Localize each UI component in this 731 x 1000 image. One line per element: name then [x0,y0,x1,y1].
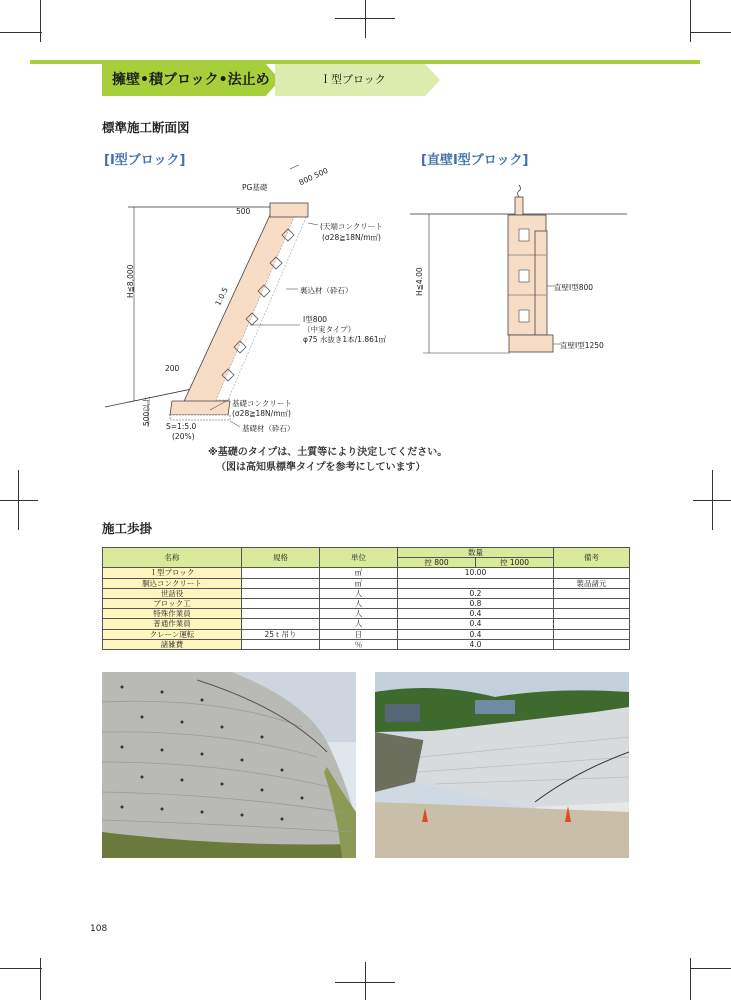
label-urakomi: 裏込材（砕石） [300,286,353,295]
table-row [103,588,630,598]
diagram-title-right: [直壁I型ブロック] [421,153,529,168]
cell-qty: 0.4 [398,609,554,619]
table-row [103,568,630,578]
page-number: 108 [90,924,108,934]
label-dim-500-up: 500以上 [142,396,151,426]
cell-spec [242,619,320,629]
cell-note [554,598,630,608]
label-right-height: H≦4.00 [415,267,424,296]
header-product: Ｉ型ブロック [320,73,386,86]
cell-name: Ｉ型ブロック [103,568,242,578]
label-height: H≦8,000 [126,264,135,298]
label-block-type: （中実タイプ） [303,325,356,334]
cell-qty: 4.0 [398,639,554,649]
cell-spec [242,598,320,608]
cell-spec [242,588,320,598]
cell-spec [242,568,320,578]
cell-name: 諸雑費 [103,639,242,649]
table-row [103,578,630,588]
cell-spec [242,609,320,619]
cell-qty: 0.8 [398,598,554,608]
cell-note [554,639,630,649]
photo-straight-wall [375,672,629,858]
col-header-spec: 規格 [242,548,320,568]
label-block-800: 直壁I型800 [554,283,594,292]
cell-name: 世話役 [103,588,242,598]
cell-note [554,588,630,598]
cell-unit: 人 [320,619,398,629]
cell-name: 胴込コンクリート [103,578,242,588]
cell-name: 特殊作業員 [103,609,242,619]
table-row [103,609,630,619]
label-kiso-strength: (σ28≧18N/m㎡) [232,409,291,418]
col-header-qty-1000: 控 1000 [476,558,554,568]
section-title-labor: 施工歩掛 [102,521,153,536]
cell-unit: 日 [320,629,398,639]
label-block-name: I型800 [303,315,328,324]
photo-curved-wall [102,672,356,858]
straight-wall-section-diagram [405,185,630,365]
table-row [103,598,630,608]
col-header-qty-800: 控 800 [398,558,476,568]
labor-table [102,547,630,650]
label-base-pct: (20%) [172,432,195,441]
note-line-1: ※基礎のタイプは、土質等により決定してください。 [208,447,448,458]
cell-name: 普通作業員 [103,619,242,629]
cell-note [554,568,630,578]
cell-name: ブロック工 [103,598,242,608]
label-kiso-zai: 基礎材（砕石） [242,424,295,433]
cell-unit: ㎥ [320,578,398,588]
label-tenba: (天端コンクリート [320,222,383,231]
cell-note [554,629,630,639]
cell-unit: 人 [320,588,398,598]
col-header-qty: 数量 [398,548,554,558]
note-line-2: （図は高知県標準タイプを参考にしています） [216,462,426,473]
table-row [103,619,630,629]
table-row [103,629,630,639]
cell-unit: ％ [320,639,398,649]
cell-qty [398,578,554,588]
cell-spec: 25ｔ吊り [242,629,320,639]
col-header-unit: 単位 [320,548,398,568]
label-pg-kiso: PG基礎 [242,183,268,192]
table-row [103,639,630,649]
cell-qty: 0.4 [398,629,554,639]
label-tenba-strength: (σ28≧18N/m㎡) [322,233,381,242]
header-category: 擁壁•積ブロック•法止め [112,72,270,88]
diagram-title-left: [I型ブロック] [104,153,186,168]
cell-spec [242,639,320,649]
label-slope: 1:0.5 [213,285,230,308]
cell-note: 製品諸元 [554,578,630,588]
label-dim-200: 200 [165,364,180,373]
cell-unit: 人 [320,609,398,619]
cell-qty: 10.00 [398,568,554,578]
label-dim-top: 800 500 [297,165,330,188]
cell-spec [242,578,320,588]
cell-name: クレーン運転 [103,629,242,639]
cell-note [554,619,630,629]
label-dim-500: 500 [236,207,251,216]
cell-unit: ㎡ [320,568,398,578]
cell-note [554,609,630,619]
cell-qty: 0.2 [398,588,554,598]
cell-qty: 0.4 [398,619,554,629]
label-kiso-con: 基礎コンクリート [232,399,292,408]
section-title: 標準施工断面図 [102,120,190,135]
col-header-name: 名称 [103,548,242,568]
cell-unit: 人 [320,598,398,608]
label-block-1250: 直壁I型1250 [560,341,604,350]
label-drain: φ75 水抜き1本/1.861㎡ [303,335,387,344]
col-header-note: 備考 [554,548,630,568]
label-base-slope: S=1:5.0 [166,422,197,431]
